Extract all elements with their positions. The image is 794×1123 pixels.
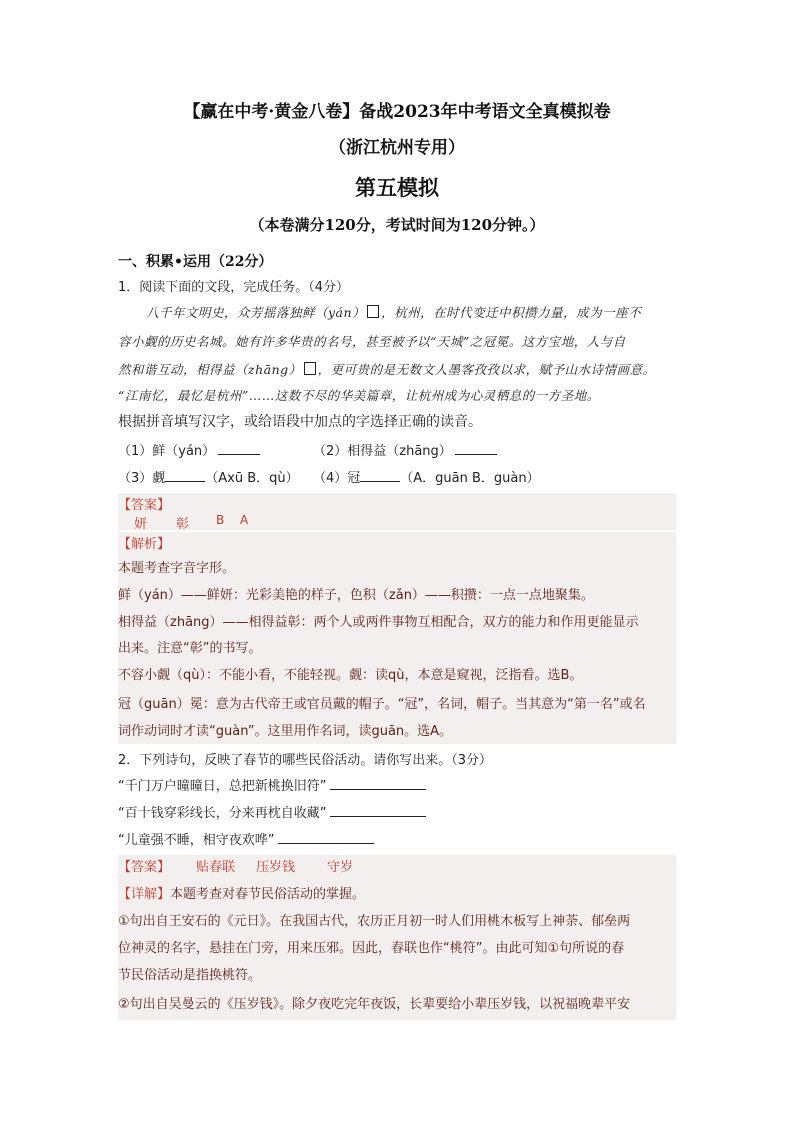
detail-intro-line — [118, 883, 365, 902]
answer-label: 【答案】 — [118, 498, 171, 513]
answer-blank[interactable] — [455, 442, 497, 455]
poem-line: “百十钱穿彩线长，分来再枕自收藏” — [118, 806, 327, 821]
analysis-label: 【解析】 — [118, 537, 171, 552]
q1-stem: 1．阅读下面的文段，完成任务。（4分） — [118, 280, 350, 295]
item-label: （2）相得益（zhāng） — [313, 444, 452, 459]
answer-blank[interactable] — [360, 469, 400, 482]
answer-blank[interactable] — [330, 804, 426, 817]
passage-text: ，杭州，在时代变迁中积攒力量，成为一座不 — [381, 305, 642, 320]
q2-stem: 2．下列诗句，反映了春节的哪些民俗活动。请你写出来。（3分） — [118, 753, 493, 768]
answer-1: 妍 — [134, 517, 148, 532]
q1-item-3 — [118, 467, 299, 486]
document-title: 【赢在中考·黄金八卷】备战2023年中考语文全真模拟卷 — [183, 102, 611, 122]
analysis-line: 鲜（yán）——鲜妍：光彩美艳的样子，色积（zǎn）——积攒：一点一点地聚集。 — [118, 588, 594, 603]
passage-text: 八千年文明史，众芳摇落独鲜（yán） — [146, 305, 366, 320]
detail-intro: 本题考查对春节民俗活动的掌握。 — [170, 887, 366, 902]
exam-note: （本卷满分120分，考试时间为120分钟。） — [249, 216, 545, 234]
analysis-line: 相得益（zhāng）——相得益彰：两个人或两件事物互相配合，双方的能力和作用更能显示 — [118, 615, 639, 630]
passage-line-4: “江南忆，最忆是杭州”……这数不尽的华美篇章，让杭州成为心灵栖息的一方圣地。 — [118, 388, 600, 403]
passage-line-2: 容小觑的历史名城。她有许多华贵的名号，甚至被予以“天城”之冠冕。这方宝地，人与自 — [118, 334, 626, 349]
item-options: （A．guān B．guàn） — [400, 471, 540, 486]
blank-box — [304, 362, 316, 375]
answer-shade — [118, 493, 676, 530]
analysis-line: 出来。注意“彰”的书写。 — [118, 641, 262, 656]
poem-line: “千门万户曈曈日，总把新桃换旧符” — [118, 779, 327, 794]
q1-instruction: 根据拼音填写汉字，或给语段中加点的字选择正确的读音。 — [118, 414, 482, 430]
answer-2: 压岁钱 — [256, 860, 296, 875]
analysis-line: 不容小觑（qù）：不能小看，不能轻视。觑：读qù，本意是窥视，泛指看。选B。 — [118, 668, 583, 683]
answer-1: 贴春联 — [196, 860, 236, 875]
analysis-line: 本题考查字音字形。 — [118, 561, 236, 576]
document-subtitle: （浙江杭州专用） — [329, 138, 465, 158]
item-label: （1）鲜（yán） — [118, 444, 216, 459]
answer-blank[interactable] — [218, 442, 260, 455]
item-label: （3）觑 — [118, 471, 166, 486]
detail-line: ②句出自吴曼云的《压岁钱》。除夕夜吃完年夜饭，长辈要给小辈压岁钱，以祝福晚辈平安 — [118, 997, 631, 1012]
answer-blank[interactable] — [330, 777, 426, 790]
paper-name: 第五模拟 — [355, 175, 439, 200]
q1-item-4 — [313, 467, 540, 486]
answer-3: B — [216, 513, 225, 527]
answer-4: A — [240, 513, 249, 527]
analysis-line: 词作动词时才读“guàn”。这里用作名词，读guān。选A。 — [118, 724, 453, 739]
passage-line-1 — [146, 303, 641, 321]
passage-text: ，更可贵的是无数文人墨客孜孜以求，赋予山水诗情画意。 — [317, 362, 656, 377]
q2-line-1 — [118, 775, 426, 794]
passage-line-3 — [118, 360, 656, 378]
detail-line: 位神灵的名字，悬挂在门旁，用来压邪。因此，春联也作“桃符”。由此可知①句所说的春 — [118, 941, 625, 956]
answer-3: 守岁 — [327, 860, 354, 875]
answer-blank[interactable] — [278, 831, 374, 844]
item-options: （Axū B．qù） — [205, 471, 299, 486]
detail-line: 节民俗活动是指换桃符。 — [118, 968, 262, 983]
q2-line-2 — [118, 802, 426, 821]
q1-item-1 — [118, 440, 260, 459]
blank-box — [367, 305, 379, 318]
detail-line: ①句出自王安石的《元日》。在我国古代，农历正月初一时人们用桃木板写上神荼、郁垒两 — [118, 914, 631, 929]
analysis-line: 冠（guān）冕：意为古代帝王或官员戴的帽子。“冠”，名词，帽子。当其意为“第一名”或名 — [118, 697, 646, 712]
section-heading: 一、积累•运用（22分） — [118, 254, 273, 270]
poem-line: “儿童强不睡，相守夜欢哗” — [118, 833, 275, 848]
q1-item-2 — [313, 440, 497, 459]
detail-label: 【详解】 — [118, 887, 171, 902]
q2-line-3 — [118, 829, 374, 848]
answer-label: 【答案】 — [118, 860, 171, 875]
passage-text: 然和谐互动，相得益（zhāng） — [118, 362, 302, 377]
item-label: （4）冠 — [313, 471, 361, 486]
answer-2: 彰 — [176, 517, 190, 532]
answer-blank[interactable] — [165, 469, 205, 482]
